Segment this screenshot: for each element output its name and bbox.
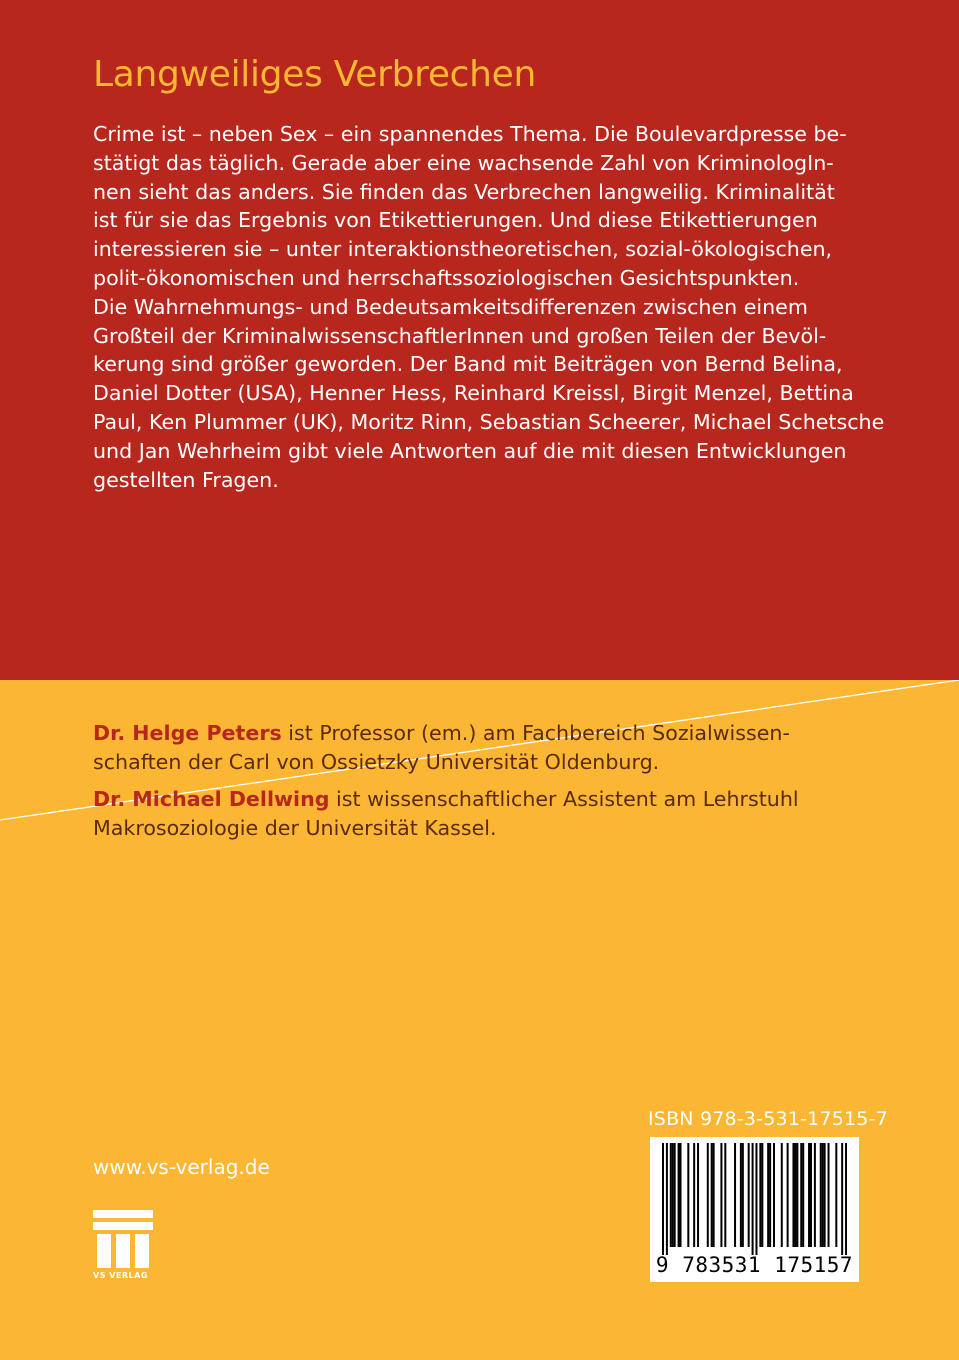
barcode	[650, 1137, 859, 1282]
barcode-bar	[792, 1143, 794, 1247]
blurb-line: nen sieht das anders. Sie finden das Verbrechen langweilig. Kriminalität	[93, 179, 835, 204]
author-name: Dr. Helge Peters	[93, 721, 282, 745]
barcode-bar	[740, 1143, 742, 1247]
publisher-logo-text: VS VERLAG	[93, 1271, 148, 1280]
blurb-line: gestellten Fragen.	[93, 467, 279, 492]
isbn-text: ISBN 978-3-531-17515-7	[648, 1108, 888, 1130]
barcode-bar	[767, 1143, 769, 1247]
barcode-bar	[845, 1143, 847, 1255]
barcode-bar	[674, 1143, 676, 1247]
author-bio	[93, 785, 883, 843]
barcode-bar	[713, 1143, 715, 1247]
barcode-bar	[761, 1143, 763, 1247]
barcode-bar	[724, 1143, 726, 1247]
blurb-line: ist für sie das Ergebnis von Etikettierungen. Und diese Etikettierungen	[93, 208, 818, 233]
barcode-bar	[672, 1143, 674, 1247]
barcode-bar	[814, 1143, 816, 1247]
barcode-digits: 9 783531 175157	[655, 1253, 854, 1277]
blurb-line: und Jan Wehrheim gibt viele Antworten auf die mit diesen Entwicklungen	[93, 438, 847, 463]
barcode-bar	[808, 1143, 810, 1247]
barcode-bar	[720, 1143, 722, 1247]
blurb-line: interessieren sie – unter interaktionstheoretischen, sozial-ökologischen,	[93, 237, 833, 262]
barcode-bar	[828, 1143, 830, 1247]
blurb-line: polit-ökonomischen und herrschaftssoziologischen Gesichtspunkten.	[93, 265, 800, 290]
author-bio	[93, 719, 883, 777]
publisher-website: www.vs-verlag.de	[93, 1155, 270, 1179]
barcode-bar	[711, 1143, 713, 1247]
barcode-bars	[662, 1143, 847, 1255]
author-bios	[93, 719, 883, 851]
blurb-line: Die Wahrnehmungs- und Bedeutsamkeitsdifferenzen zwischen einem	[93, 294, 808, 319]
blurb-line: Daniel Dotter (USA), Henner Hess, Reinhard Kreissl, Birgit Menzel, Bettina	[93, 381, 854, 406]
barcode-bar	[678, 1143, 680, 1247]
barcode-bar	[841, 1143, 843, 1255]
author-name: Dr. Michael Dellwing	[93, 787, 330, 811]
barcode-bar	[800, 1143, 802, 1247]
barcode-bar	[810, 1143, 812, 1247]
barcode-bar	[697, 1143, 699, 1247]
book-blurb	[93, 120, 885, 494]
author-bio-text: schaften der Carl von Ossietzky Universität Oldenburg.	[93, 750, 660, 774]
barcode-bar	[822, 1143, 824, 1247]
barcode-bar	[773, 1143, 775, 1247]
barcode-bar	[796, 1143, 798, 1247]
author-bio-text: ist wissenschaftlicher Assistent am Lehrstuhl	[329, 787, 799, 811]
barcode-bar	[742, 1143, 744, 1247]
barcode-bar	[752, 1143, 754, 1255]
barcode-bar	[687, 1143, 689, 1247]
barcode-bar	[824, 1143, 826, 1247]
barcode-bar	[787, 1143, 789, 1247]
blurb-line: Crime ist – neben Sex – ein spannendes Thema. Die Boulevardpresse be-	[93, 122, 847, 146]
blurb-line: Paul, Ken Plummer (UK), Moritz Rinn, Sebastian Scheerer, Michael Schetsche	[93, 409, 885, 434]
barcode-bar	[693, 1143, 695, 1247]
author-bio-text: ist Professor (em.) am Fachbereich Sozialwissen-	[281, 721, 790, 745]
book-title: Langweiliges Verbrechen	[93, 54, 537, 95]
barcode-bar	[748, 1143, 750, 1247]
blurb-line: Großteil der KriminalwissenschaftlerInnen und großen Teilen der Bevöl-	[93, 323, 827, 348]
barcode-bar	[670, 1143, 672, 1247]
barcode-bar	[666, 1143, 668, 1255]
barcode-bar	[755, 1143, 757, 1255]
barcode-bar	[835, 1143, 837, 1247]
barcode-bar	[781, 1143, 783, 1247]
blurb-line: stätigt das täglich. Gerade aber eine wachsende Zahl von KriminologIn-	[93, 150, 834, 175]
barcode-bar	[662, 1143, 664, 1255]
barcode-bar	[734, 1143, 736, 1247]
barcode-bar	[769, 1143, 771, 1247]
barcode-bar	[680, 1143, 682, 1247]
barcode-bar	[794, 1143, 796, 1247]
barcode-bar	[759, 1143, 761, 1247]
author-bio-text: Makrosoziologie der Universität Kassel.	[93, 816, 497, 840]
barcode-bar	[802, 1143, 804, 1247]
barcode-bar	[707, 1143, 709, 1247]
barcode-bar	[820, 1143, 822, 1247]
blurb-line: kerung sind größer geworden. Der Band mit Beiträgen von Bernd Belina,	[93, 352, 843, 377]
